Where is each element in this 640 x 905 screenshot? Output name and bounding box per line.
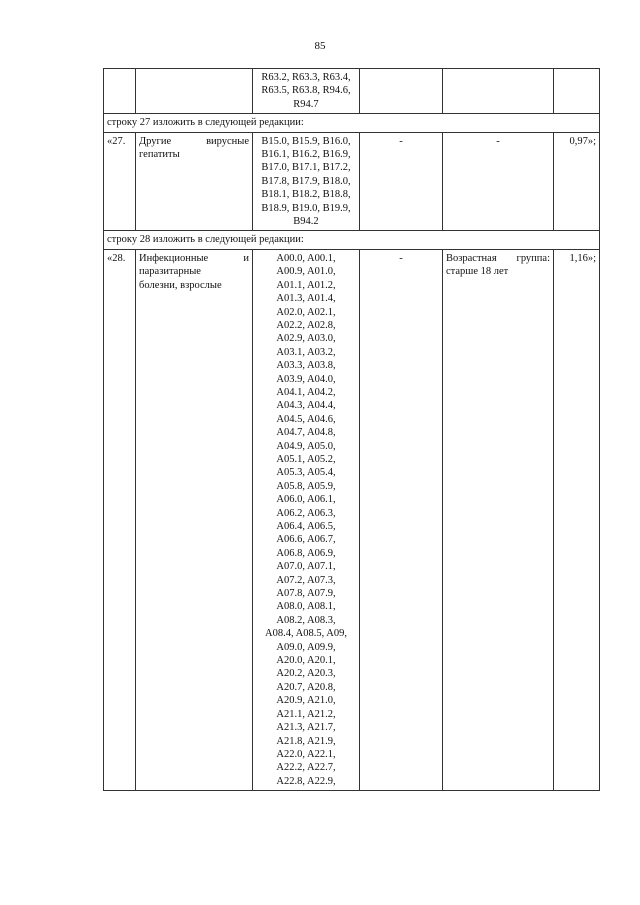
note-text-27: строку 27 изложить в следующей редакции:: [104, 114, 600, 132]
row-codes-27: [253, 132, 360, 231]
row-codes-28: [253, 249, 360, 790]
row-name-27-word2: вирусные: [206, 135, 249, 147]
row-name-28-word1: Инфекционные: [139, 252, 209, 264]
row-col-b-27: -: [443, 132, 554, 231]
cell-col-a-empty: [360, 69, 443, 114]
page-number: 85: [314, 40, 326, 52]
table-row-28: [104, 249, 600, 790]
document-table: [103, 68, 600, 791]
row-name-28-rest: паразитарные болезни, взрослые: [139, 266, 222, 291]
cell-number-empty: [104, 69, 136, 114]
cell-col-b-empty: [443, 69, 554, 114]
row-col-c-28: 1,16»;: [554, 249, 600, 790]
row-col-b-28-word2: группа:: [516, 252, 550, 264]
table-row-continued: [104, 69, 600, 114]
cell-name-empty: [136, 69, 253, 114]
note-row-27: [104, 114, 600, 132]
row-name-27-word1: Другие: [139, 135, 172, 147]
note-text-28: строку 28 изложить в следующей редакции:: [104, 231, 600, 249]
note-row-28: [104, 231, 600, 249]
codes-list-28: A00.0, A00.1, A00.9, A01.0, A01.1, A01.2, A01.3, A01.4, A02.0, A02.1, A02.2, A02.8, A02.9, A03.0, A03.1, A03.2, A03.3, A03.8, A03.9, A04.0, A04.1, A04.2, A04.3, A04.4, A04.5, A04.6, A04.7, A04.8, A04.9, A05.0, A05.1, A05.2, A05.3, A05.4, A05.8, A05.9, A06.0, A06.1, A06.2, A06.3, A06.4, A06.5, A06.6, A06.7, A06.8, A06.9, A07.0, A07.1, A07.2, A07.3, A07.8, A07.9, A08.0, A08.1, A08.2, A08.3, A08.4, A08.5, A09, A09.0, A09.9, A20.0, A20.1, A20.2, A20.3, A20.7, A20.8, A20.9, A21.0, A21.1, A21.2, A21.3, A21.7, A21.8, A21.9, A22.0, A22.1, A22.2, A22.7, A22.8, A22.9,: [265, 252, 347, 787]
codes-list: R63.2, R63.3, R63.4, R63.5, R63.8, R94.6, R94.7: [261, 72, 351, 110]
table-row-27: [104, 132, 600, 231]
cell-col-c-empty: [554, 69, 600, 114]
row-name-27: [136, 132, 253, 231]
cell-codes: [253, 69, 360, 114]
row-name-28-word2: и: [243, 252, 249, 264]
row-number-28: «28.: [104, 249, 136, 790]
row-name-27-rest: гепатиты: [139, 149, 180, 161]
row-number-27: «27.: [104, 132, 136, 231]
row-col-a-28: -: [360, 249, 443, 790]
codes-list-27: B15.0, B15.9, B16.0, B16.1, B16.2, B16.9, B17.0, B17.1, B17.2, B17.8, B17.9, B18.0, B18.1, B18.2, B18.8, B18.9, B19.0, B19.9, B94.2: [261, 135, 351, 228]
row-col-a-27: -: [360, 132, 443, 231]
row-name-28: [136, 249, 253, 790]
row-col-b-28-word1: Возрастная: [446, 252, 497, 264]
row-col-b-28-rest: старше 18 лет: [446, 266, 509, 278]
row-col-b-28: [443, 249, 554, 790]
row-col-c-27: 0,97»;: [554, 132, 600, 231]
